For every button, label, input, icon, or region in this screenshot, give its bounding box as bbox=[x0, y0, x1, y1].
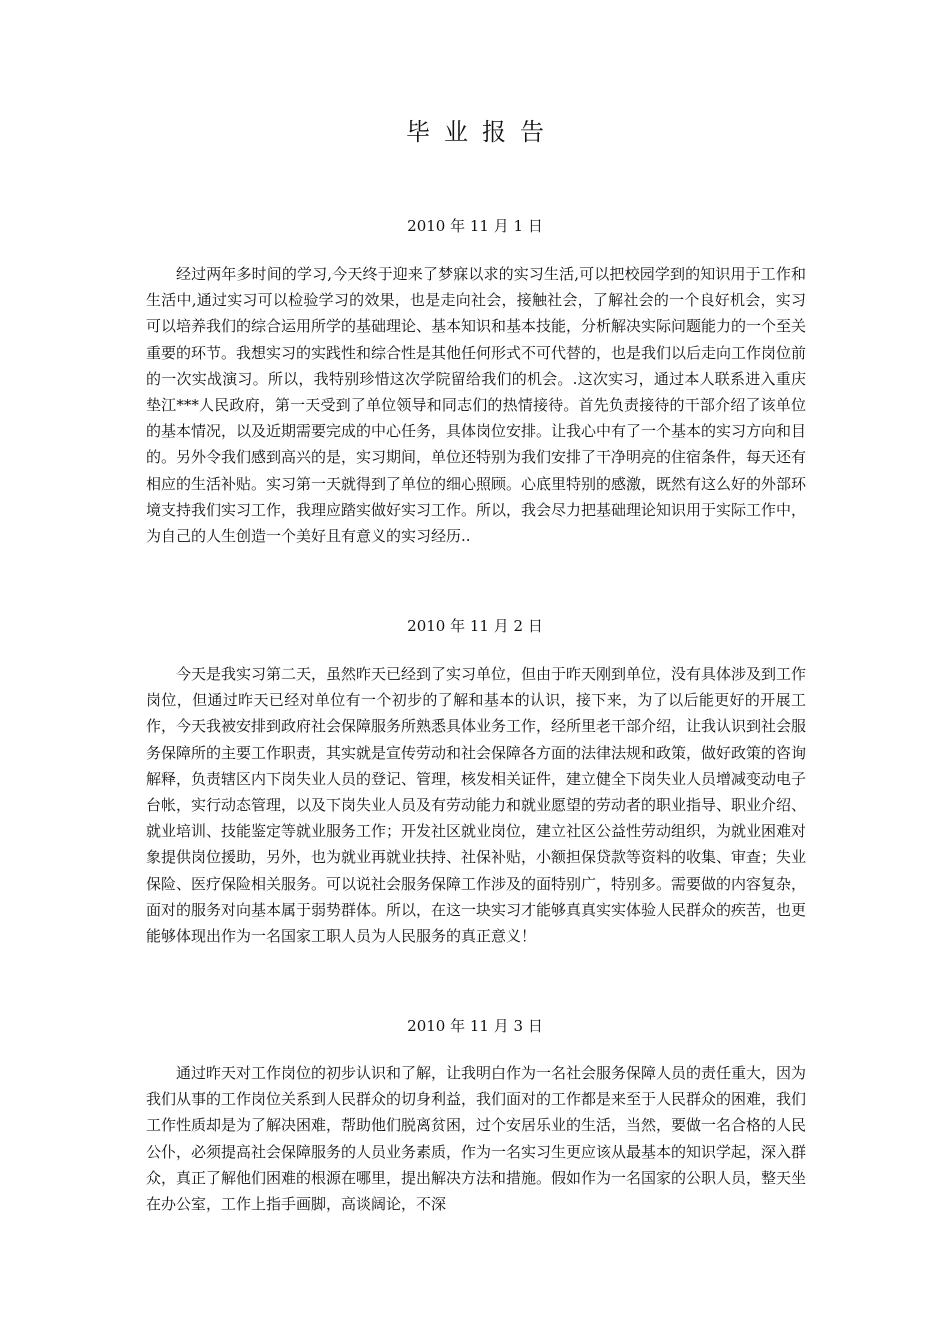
entry-date-1: 2010 年 11 月 1 日 bbox=[407, 217, 543, 235]
entry-text-1: 经过两年多时间的学习,今天终于迎来了梦寐以求的实习生活,可以把校园学到的知识用于工作和生活中,通过实习可以检验学习的效果，也是走向社会，接触社会，了解社会的一个良好机会，实习可以培养我们的综合运用所学的基础理论、基本知识和基本技能，分析解决实际问题能力的一个至关重要的环节。我想实习的实践性和综合性是其他任何形式不可代替的，也是我们以后走向工作岗位前的一次实战演习。所以，我特别珍惜这次学院留给我们的机会。.这次实习，通过本人联系进入重庆垫江***人民政府，第一天受到了单位领导和同志们的热情接待。首先负责接待的干部介绍了该单位的基本情况，以及近期需要完成的中心任务，具体岗位安排。让我心中有了一个基本的实习方向和目的。另外令我们感到高兴的是，实习期间，单位还特别为我们安排了干净明亮的住宿条件，每天还有相应的生活补贴。实习第一天就得到了单位的细心照顾。心底里特别的感激，既然有这么好的外部环境支持我们实习工作，我理应踏实做好实习工作。所以，我会尽力把基础理论知识用于实际工作中，为自己的人生创造一个美好且有意义的实习经历.. bbox=[146, 265, 807, 546]
entry-text-3: 通过昨天对工作岗位的初步认识和了解，让我明白作为一名社会服务保障人员的责任重大，因为我们从事的工作岗位关系到人民群众的切身利益，我们面对的工作都是来至于人民群众的困难，我们工作性质却是为了解决困难，帮助他们脱离贫困，过个安居乐业的生活，当然，要做一名合格的人民公仆，必须提高社会保障服务的人员业务素质，作为一名实习生更应该从最基本的知识学起，深入群众，真正了解他们困难的根源在哪里，提出解决方法和措施。假如作为一名国家的公职人员，整天坐在办公室，工作上指手画脚，高谈阔论，不深 bbox=[146, 1064, 807, 1214]
entry-text-2: 今天是我实习第二天，虽然昨天已经到了实习单位，但由于昨天刚到单位，没有具体涉及到工作岗位，但通过昨天已经对单位有一个初步的了解和基本的认识，接下来，为了以后能更好的开展工作，今天我被安排到政府社会保障服务所熟悉具体业务工作，经所里老干部介绍，让我认识到社会服务保障所的主要工作职责，其实就是宣传劳动和社会保障各方面的法律法规和政策，做好政策的咨询解释，负责辖区内下岗失业人员的登记、管理，核发相关证件，建立健全下岗失业人员增减变动电子台帐，实行动态管理，以及下岗失业人员及有劳动能力和就业愿望的劳动者的职业指导、职业介绍、就业培训、技能鉴定等就业服务工作；开发社区就业岗位，建立社区公益性劳动组织，为就业困难对象提供岗位援助，另外，也为就业再就业扶持、社保补贴，小额担保贷款等资料的收集、审查；失业保险、医疗保险相关服务。可以说社会服务保障工作涉及的面特别广，特别多。需要做的内容复杂，面对的服务对向基本属于弱势群体。所以，在这一块实习才能够真真实实体验人民群众的疾苦，也更能够体现出作为一名国家工职人员为人民服务的真正意义！ bbox=[146, 665, 807, 946]
page-title: 毕业报告 bbox=[406, 118, 558, 146]
entry-date-3: 2010 年 11 月 3 日 bbox=[407, 1017, 543, 1035]
entry-date-2: 2010 年 11 月 2 日 bbox=[407, 617, 543, 635]
